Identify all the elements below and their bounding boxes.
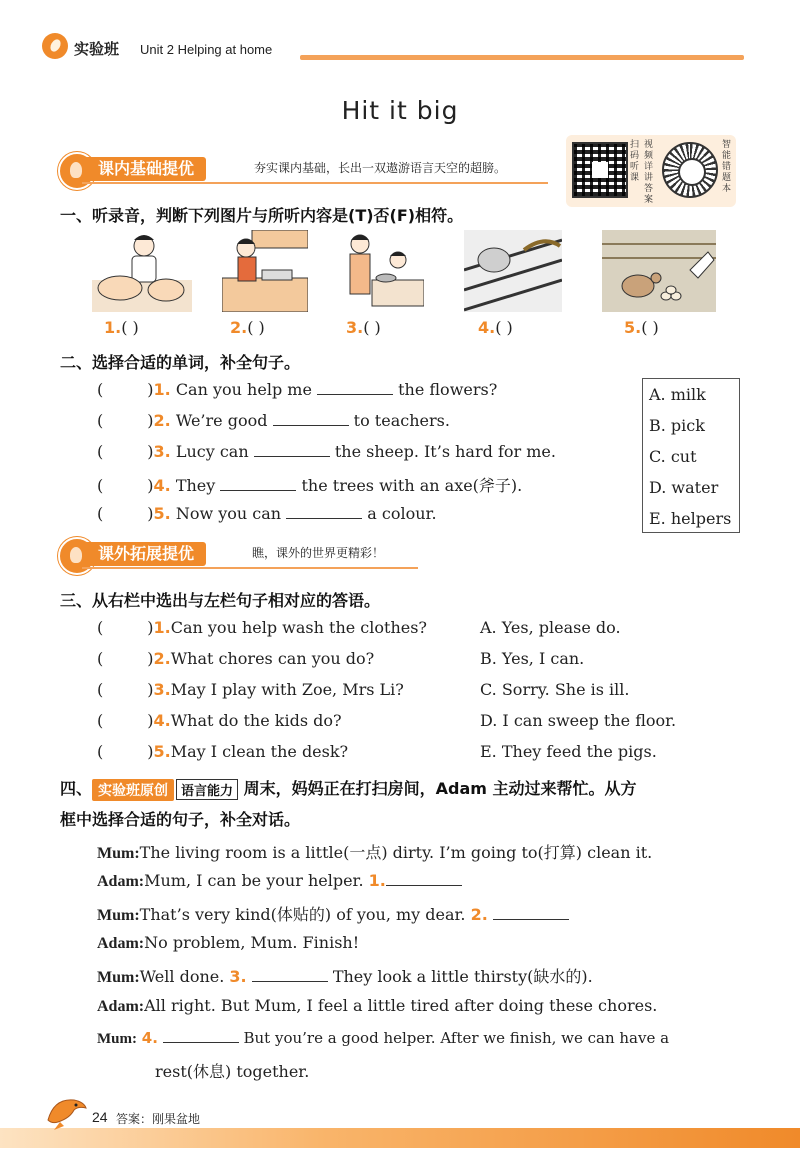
word-option: C. cut [649,447,697,466]
answer-paren[interactable]: ( ) [121,318,139,337]
smart-qr-icon[interactable] [662,142,718,198]
section1-item-5: 5.( ) [624,318,659,337]
dialogue-line: Adam:Mum, I can be your helper. 1. [97,871,462,891]
dialogue-line: Mum:That’s very kind(体贴的) of you, my dear. 2. [97,902,569,925]
dialogue-line: Mum:Well done. 3. They look a little thirsty(缺水的). [97,967,593,986]
dialogue-line: Mum: 4. But you’re a good helper. After we finish, we can have a [97,1029,670,1047]
banner-extra-label: 课外拓展提优 [82,542,206,566]
word-option: B. pick [649,416,705,435]
fill-blank[interactable] [493,905,569,920]
picture-3-cooking [340,230,424,312]
dialogue-line: Mum:The living room is a little(一点) dirty. I’m going to(打算) clean it. [97,843,653,862]
banner-divider [82,567,418,569]
section1-heading: 一、听录音，判断下列图片与所听内容是(T)否(F)相符。 [60,206,464,225]
dolphin-mascot-icon [44,1094,88,1130]
banner-inclass [58,155,548,183]
section1-item-2: 2.( ) [230,318,265,337]
banner-inclass-label: 课内基础提优 [82,157,206,181]
original-tag: 实验班原创 [92,779,174,801]
brand-name: 实验班 [74,40,120,58]
answer-paren[interactable]: ( ) [247,318,265,337]
section3-answer: A. Yes, please do. [480,618,621,637]
unit-title: Unit 2 Helping at home [140,42,273,57]
answer-paren[interactable]: ( ) [641,318,659,337]
brand-logo-icon [42,33,68,59]
qr-caption-right: 智能错题本 [722,140,732,194]
section1-item-3: 3.( ) [346,318,381,337]
page-number: 24 [92,1109,108,1125]
skill-tag: 语言能力 [176,779,238,800]
qr-code-icon[interactable] [572,142,628,198]
fill-blank[interactable] [273,411,349,426]
section3-answer: D. I can sweep the floor. [480,711,677,730]
section3-answer: E. They feed the pigs. [480,742,657,761]
banner-extra [58,540,418,568]
qr-caption-left: 扫码听课 [630,140,640,183]
fill-blank[interactable] [252,967,328,982]
fill-blank[interactable] [163,1028,239,1043]
fill-blank[interactable] [220,476,296,491]
banner-inclass-subtitle: 夯实课内基础，长出一双遨游语言天空的超膀。 [254,161,507,175]
answer-note: 答案：刚果盆地 [116,1112,201,1126]
answer-paren[interactable]: ( ) [363,318,381,337]
section2-row: ( )5. Now you can a colour. [97,504,437,523]
picture-2-washing-dishes [222,230,308,312]
header-divider [300,55,744,60]
answer-paren[interactable]: ( ) [495,318,513,337]
word-option: D. water [649,478,719,497]
banner-divider [82,182,548,184]
qr-caption-mid: 视频详讲答案 [644,140,654,205]
picture-1-folding-clothes [92,230,192,312]
section3-row: ( )5.May I clean the desk? [97,742,349,761]
dialogue-line: Adam:No problem, Mum. Finish! [97,933,360,952]
fill-blank[interactable] [317,380,393,395]
section3-row: ( )2.What chores can you do? [97,649,375,668]
section1-item-4: 4.( ) [478,318,513,337]
section3-answer: B. Yes, I can. [480,649,585,668]
section2-heading: 二、选择合适的单词，补全句子。 [60,353,301,372]
fill-blank[interactable] [286,504,362,519]
picture-4-feeding-cow [464,230,562,312]
section3-row: ( )1.Can you help wash the clothes? [97,618,427,637]
fill-blank[interactable] [254,442,330,457]
footer-bar [0,1128,800,1148]
word-option: A. milk [649,385,706,404]
section3-row: ( )4.What do the kids do? [97,711,342,730]
section4-heading-cont: 框中选择合适的句子，补全对话。 [60,810,301,829]
section4-heading: 四、 实验班原创 语言能力 周末，妈妈正在打扫房间，Adam 主动过来帮忙。从方 [60,779,637,799]
word-options-box [642,378,740,533]
banner-extra-subtitle: 瞧，课外的世界更精彩！ [252,546,385,560]
section2-row: ( )1. Can you help me the flowers? [97,380,498,399]
section3-row: ( )3.May I play with Zoe, Mrs Li? [97,680,404,699]
page-title: Hit it big [341,96,459,125]
section1-item-1: 1.( ) [104,318,139,337]
dialogue-line: Adam:All right. But Mum, I feel a little tired after doing these chores. [97,996,658,1015]
section2-row: ( )2. We’re good to teachers. [97,411,450,430]
section3-answer: C. Sorry. She is ill. [480,680,630,699]
dialogue-line-cont: rest(休息) together. [155,1062,310,1081]
section2-row: ( )4. They the trees with an axe(斧子). [97,476,523,495]
section2-row: ( )3. Lucy can the sheep. It’s hard for me. [97,442,556,461]
section3-heading: 三、从右栏中选出与左栏句子相对应的答语。 [60,591,381,610]
picture-5-hen-and-eggs [602,230,716,312]
fill-blank[interactable] [386,871,462,886]
word-option: E. helpers [649,509,732,528]
